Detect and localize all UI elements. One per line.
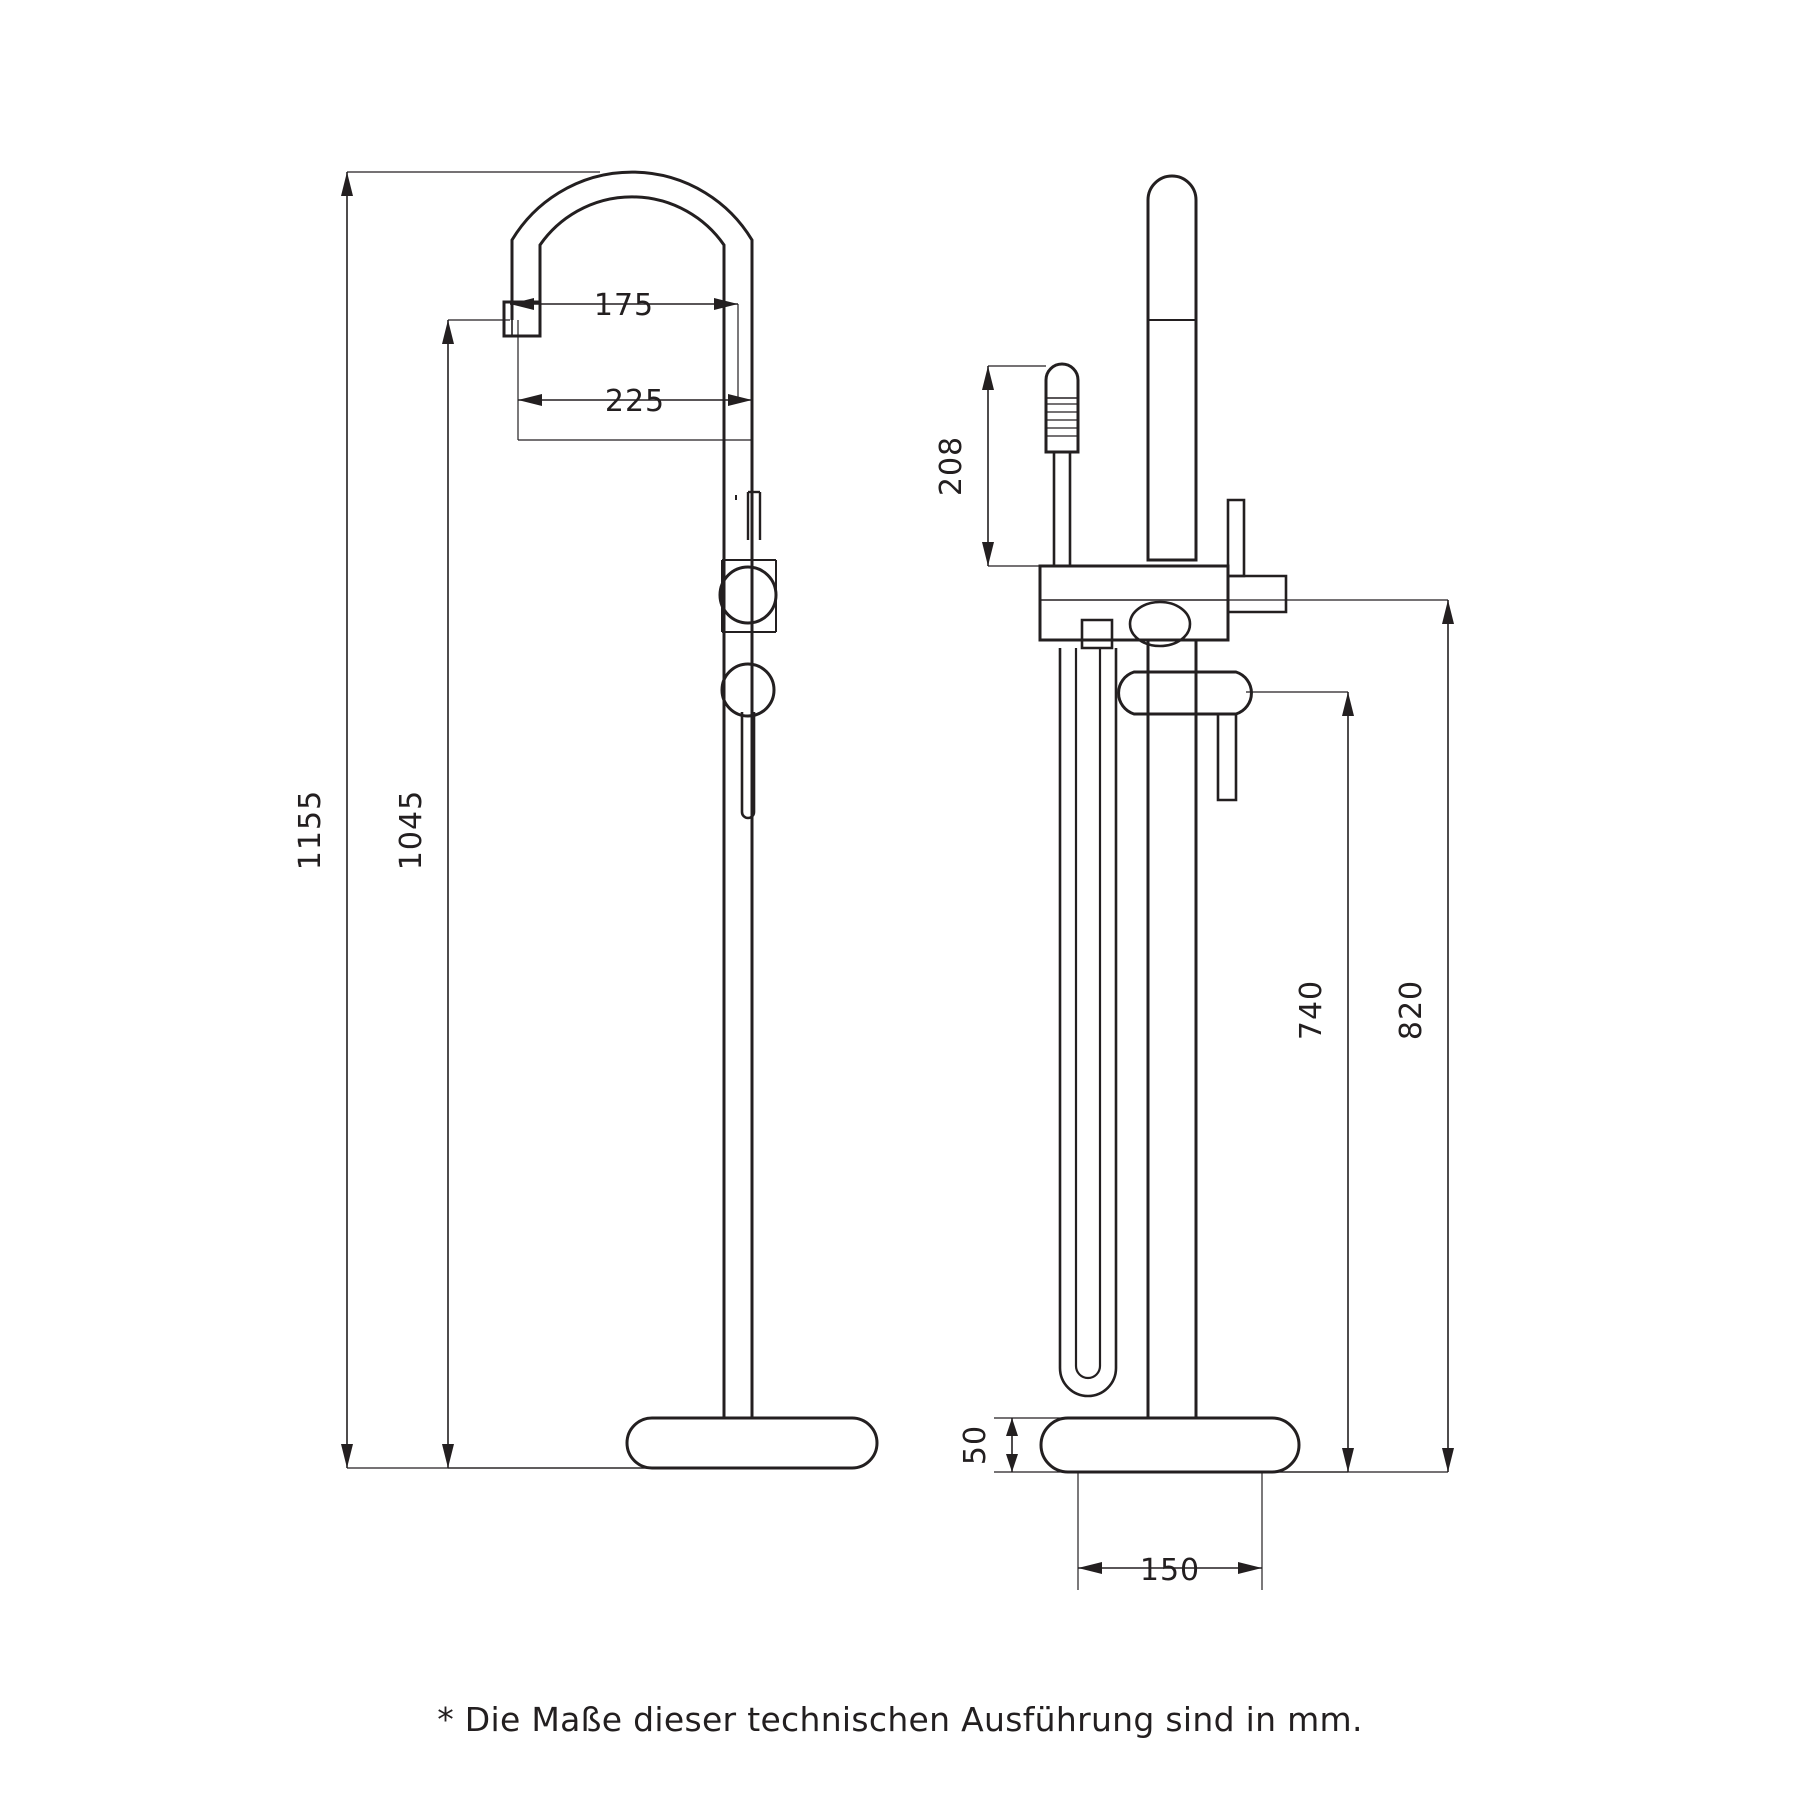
dim-label-150: 150	[1139, 1553, 1201, 1588]
dim-1155	[341, 172, 650, 1468]
dim-50	[994, 1418, 1068, 1472]
units-footnote: * Die Maße dieser technischen Ausführung sind in mm.	[437, 1700, 1363, 1739]
dim-label-740: 740	[1294, 979, 1329, 1041]
dim-label-225: 225	[604, 384, 666, 419]
dim-740	[1246, 692, 1354, 1472]
dim-label-50: 50	[958, 1424, 993, 1466]
dim-label-208: 208	[934, 435, 969, 497]
dim-label-1045: 1045	[394, 789, 429, 871]
dim-1045	[442, 320, 650, 1468]
dim-label-175: 175	[593, 288, 655, 323]
dim-225	[518, 320, 752, 440]
side-view-faucet	[1040, 176, 1299, 1472]
dim-208	[982, 366, 1046, 566]
dim-label-820: 820	[1394, 979, 1429, 1041]
front-view-faucet	[504, 172, 877, 1468]
dim-label-1155: 1155	[293, 789, 328, 871]
